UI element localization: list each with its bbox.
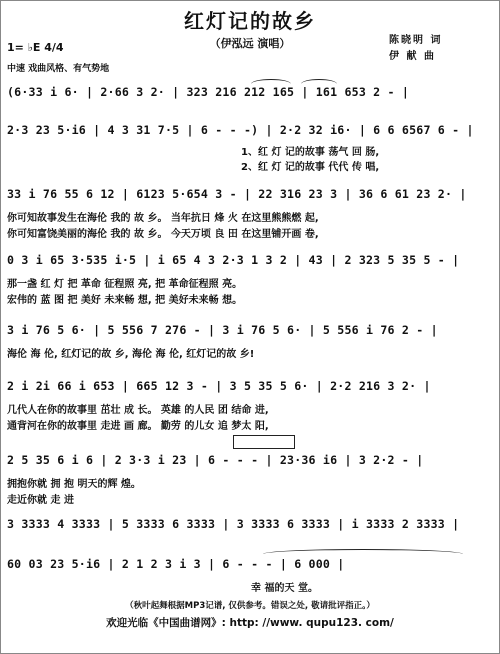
lyricist-credit: 陈晓明 词 bbox=[389, 35, 443, 46]
lyric-line-7a: 拥抱你就 拥 抱 明天的辉 煌。 bbox=[7, 479, 141, 490]
website-credit: 欢迎光临《中国曲谱网》: http: //www. qupu123. com/ bbox=[106, 617, 394, 629]
lyric-line-5: 海伦 海 伦, 红灯记的故 乡, 海伦 海 伦, 红灯记的故 乡! bbox=[7, 349, 255, 360]
alternate-ending-box bbox=[233, 435, 295, 449]
transcription-note: （秋叶起舞根据MP3记谱, 仅供参考。错误之处, 敬请批评指正。） bbox=[125, 601, 375, 611]
lyric-line-9: 幸 福的天 堂。 bbox=[251, 583, 318, 594]
key-signature: 1= ♭E 4/4 bbox=[7, 41, 64, 54]
tie-slur bbox=[263, 549, 463, 554]
performer-credit: （伊泓远 演唱） bbox=[209, 37, 291, 50]
lyric-line-6b: 通背河在你的故事里 走进 画 廊。 勤劳 的儿女 追 梦太 阳, bbox=[7, 421, 269, 432]
composer-credit: 伊 献 曲 bbox=[389, 51, 436, 62]
notation-line-3: 33 i 76 55 6 12 | 6123 5·654 3 - | 22 316 23 3 | 36 6 61 23 2· | bbox=[7, 187, 467, 201]
slur bbox=[251, 79, 291, 84]
notation-line-6: 2 i 2i 66 i 653 | 665 12 3 - | 3 5 35 5 6· | 2·2 216 3 2· | bbox=[7, 379, 431, 393]
lyric-line-7b: 走近你就 走 进 bbox=[7, 495, 74, 506]
lyric-line-2a: 1、红 灯 记的故事 荡气 回 肠, bbox=[241, 147, 380, 158]
lyric-line-2b: 2、红 灯 记的故事 代代 传 唱, bbox=[241, 162, 380, 173]
notation-line-7: 2 5 35 6 i 6 | 2 3·3 i 23 | 6 - - - | 23·36 i6 | 3 2·2 - | bbox=[7, 453, 424, 467]
slur bbox=[301, 79, 337, 84]
notation-line-8: 3 3333 4 3333 | 5 3333 6 3333 | 3 3333 6 3333 | i 3333 2 3333 | bbox=[7, 517, 460, 531]
lyric-line-6a: 几代人在你的故事里 茁壮 成 长。 英雄 的人民 团 结命 进, bbox=[7, 405, 269, 416]
lyric-line-3b: 你可知富饶美丽的海伦 我的 故 乡。 今天万顷 良 田 在这里铺开画 卷, bbox=[7, 229, 319, 240]
notation-line-4: 0 3 i 65 3·535 i·5 | i 65 4 3 2·3 1 3 2 | 43 | 2 323 5 35 5 - | bbox=[7, 253, 460, 267]
lyric-line-4b: 宏伟的 蓝 图 把 美好 未来畅 想, 把 美好未来畅 想。 bbox=[7, 295, 243, 306]
notation-line-5: 3 i 76 5 6· | 5 556 7 276 - | 3 i 76 5 6· | 5 556 i 76 2 - | bbox=[7, 323, 438, 337]
notation-line-9: 60 03 23 5·i6 | 2 1 2 3 i 3 | 6 - - - | 6 000 | bbox=[7, 557, 345, 571]
song-title: 红灯记的故乡 bbox=[184, 9, 316, 33]
notation-line-2: 2·3 23 5·i6 | 4 3 31 7·5 | 6 - - -) | 2·2 32 i6· | 6 6 6567 6 - | bbox=[7, 123, 474, 137]
lyric-line-3a: 你可知故事发生在海伦 我的 故 乡。 当年抗日 烽 火 在这里熊熊燃 起, bbox=[7, 213, 319, 224]
notation-line-1: (6·33 i 6· | 2·66 3 2· | 323 216 212 165 | 161 653 2 - | bbox=[7, 85, 410, 99]
tempo-marking: 中速 戏曲风格、有气势地 bbox=[7, 64, 110, 74]
lyric-line-4a: 那一盏 红 灯 把 革命 征程照 亮, 把 革命征程照 亮。 bbox=[7, 279, 243, 290]
